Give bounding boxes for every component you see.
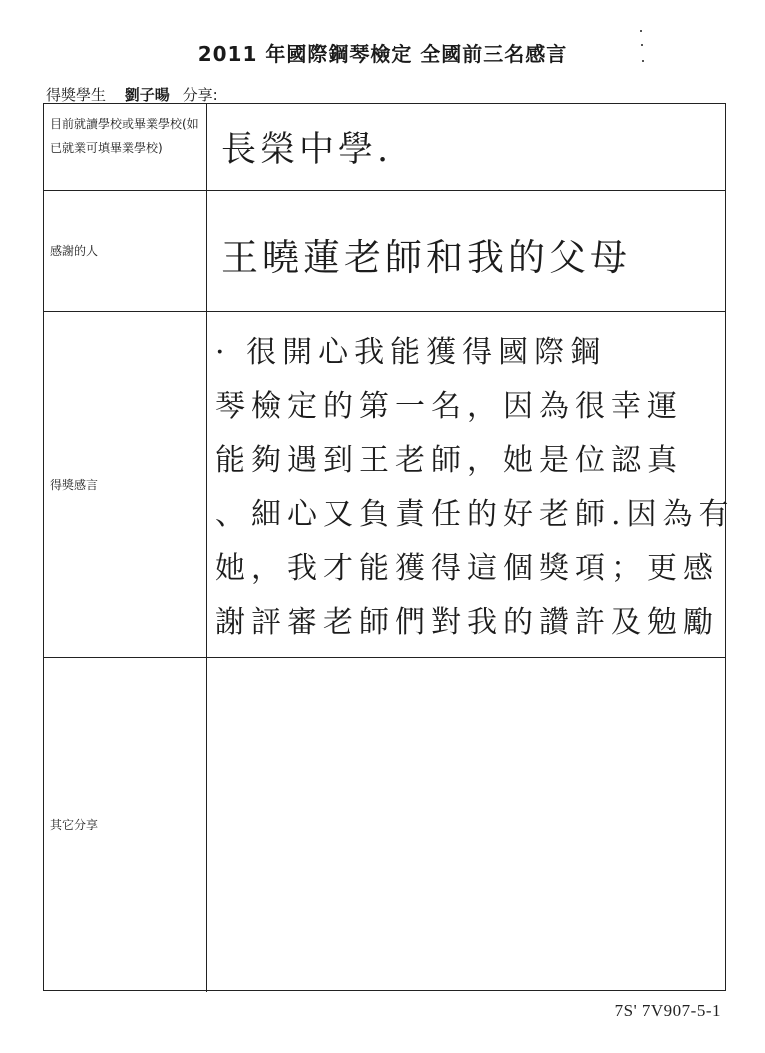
speech-line: 琴檢定的第一名，因為很幸運 (215, 389, 683, 424)
student-line (46, 84, 232, 105)
thanks-answer-cell (207, 191, 725, 311)
row-other (44, 658, 725, 992)
speech-answer-cell (207, 312, 735, 657)
row-school (44, 104, 725, 191)
other-label: 其它分享 (44, 658, 207, 992)
form-table (43, 103, 735, 991)
student-name: 劉子暘 (124, 86, 170, 104)
speech-line: 謝評審老師們對我的讚許及勉勵 (215, 605, 719, 640)
speech-answer (215, 326, 735, 650)
row-speech (44, 312, 735, 658)
speech-label: 得獎感言 (44, 312, 207, 657)
school-label: 目前就讀學校或畢業學校(如已就業可填畢業學校) (44, 104, 207, 190)
share-label: 分享: (182, 86, 218, 104)
student-label: 得獎學生 (46, 86, 107, 104)
thanks-label: 感謝的人 (44, 191, 207, 311)
row-thanks (44, 191, 725, 312)
page-title: 2011 年國際鋼琴檢定 全國前三名感言 (197, 42, 568, 66)
school-answer-cell (207, 104, 725, 190)
other-answer-cell (207, 658, 725, 992)
speech-line: 、細心又負責任的好老師.因為有 (215, 497, 735, 532)
document-code: 7S' 7V907-5-1 (614, 1001, 721, 1020)
thanks-answer: 王曉蓮老師和我的父母 (221, 236, 631, 279)
speech-line: 她，我才能獲得這個獎項；更感 (215, 551, 719, 586)
school-answer: 長榮中學. (221, 130, 393, 170)
speech-line: · 很開心我能獲得國際鋼 (215, 335, 607, 370)
speech-line: 能夠遇到王老師，她是位認真 (215, 443, 683, 478)
stray-pen-marks (640, 30, 644, 70)
